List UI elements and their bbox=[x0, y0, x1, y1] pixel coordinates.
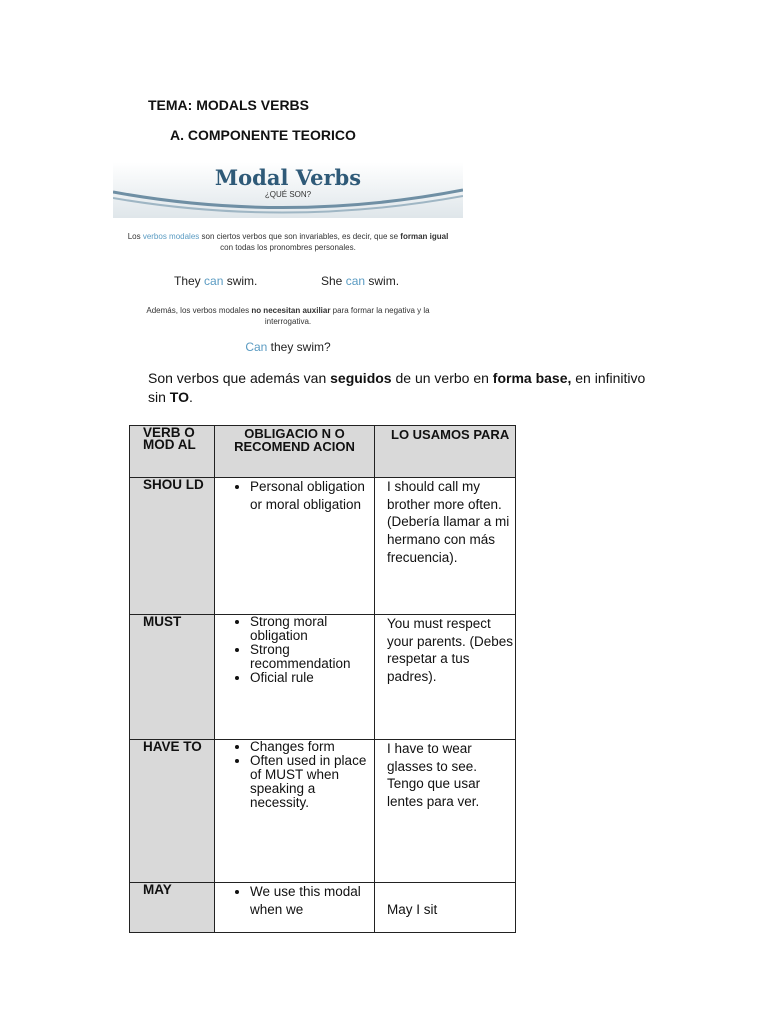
modal-verbs-table bbox=[129, 425, 516, 933]
verb-cell: SHOU LD bbox=[130, 478, 215, 615]
use-cell: I have to wear glasses to see. Tengo que usar lentes para ver. bbox=[375, 740, 516, 883]
table-header-row bbox=[130, 426, 516, 478]
list-item: • Often used in place of MUST when speaking a necessity. bbox=[250, 754, 374, 810]
verb-cell: MAY bbox=[130, 883, 215, 933]
picture-paragraph-1: Los verbos modales son ciertos verbos que son invariables, es decir, que se forman igual con todas los pronombres personales. bbox=[127, 232, 449, 252]
use-cell: May I sit bbox=[375, 883, 516, 933]
table-row bbox=[130, 478, 516, 615]
list-item: • Strong moral obligation bbox=[250, 615, 374, 643]
list-item: • Changes form bbox=[250, 740, 374, 754]
header-use: LO USAMOS PARA bbox=[375, 426, 516, 478]
verb-cell: HAVE TO bbox=[130, 740, 215, 883]
table-row bbox=[130, 615, 516, 740]
points-cell bbox=[215, 740, 375, 883]
intro-paragraph: Son verbos que además van seguidos de un verbo en forma base, en infinitivo sin TO. bbox=[148, 370, 646, 405]
section-heading: A. COMPONENTE TEORICO bbox=[170, 127, 356, 143]
picture-example-1: They can swim. bbox=[174, 274, 258, 288]
header-verb: VERB O MOD AL bbox=[130, 426, 215, 478]
points-cell bbox=[215, 883, 375, 933]
use-cell: You must respect your parents. (Debes respetar a tus padres). bbox=[375, 615, 516, 740]
topic-heading: TEMA: MODALS VERBS bbox=[148, 97, 309, 113]
use-cell: I should call my brother more often. (Debería llamar a mi hermano con más frecuencia). bbox=[375, 478, 516, 615]
picture-paragraph-2: Además, los verbos modales no necesitan auxiliar para formar la negativa y la interrogativa. bbox=[146, 306, 430, 326]
list-item: • Personal obligation or moral obligation bbox=[250, 478, 374, 513]
table-row bbox=[130, 740, 516, 883]
points-cell bbox=[215, 478, 375, 615]
picture-subtitle: ¿QUÉ SON? bbox=[264, 190, 312, 199]
header-obligation: OBLIGACIO N O RECOMEND ACION bbox=[215, 426, 375, 478]
picture-title: Modal Verbs bbox=[214, 165, 362, 190]
list-item: • We use this modal when we bbox=[250, 883, 374, 918]
list-item: • Oficial rule bbox=[250, 671, 374, 685]
points-cell bbox=[215, 615, 375, 740]
verb-cell: MUST bbox=[130, 615, 215, 740]
modal-verbs-picture bbox=[113, 162, 463, 358]
list-item: • Strong recommendation bbox=[250, 643, 374, 671]
picture-example-2: She can swim. bbox=[321, 274, 400, 288]
picture-question: Can they swim? bbox=[245, 340, 331, 354]
table-row bbox=[130, 883, 516, 933]
